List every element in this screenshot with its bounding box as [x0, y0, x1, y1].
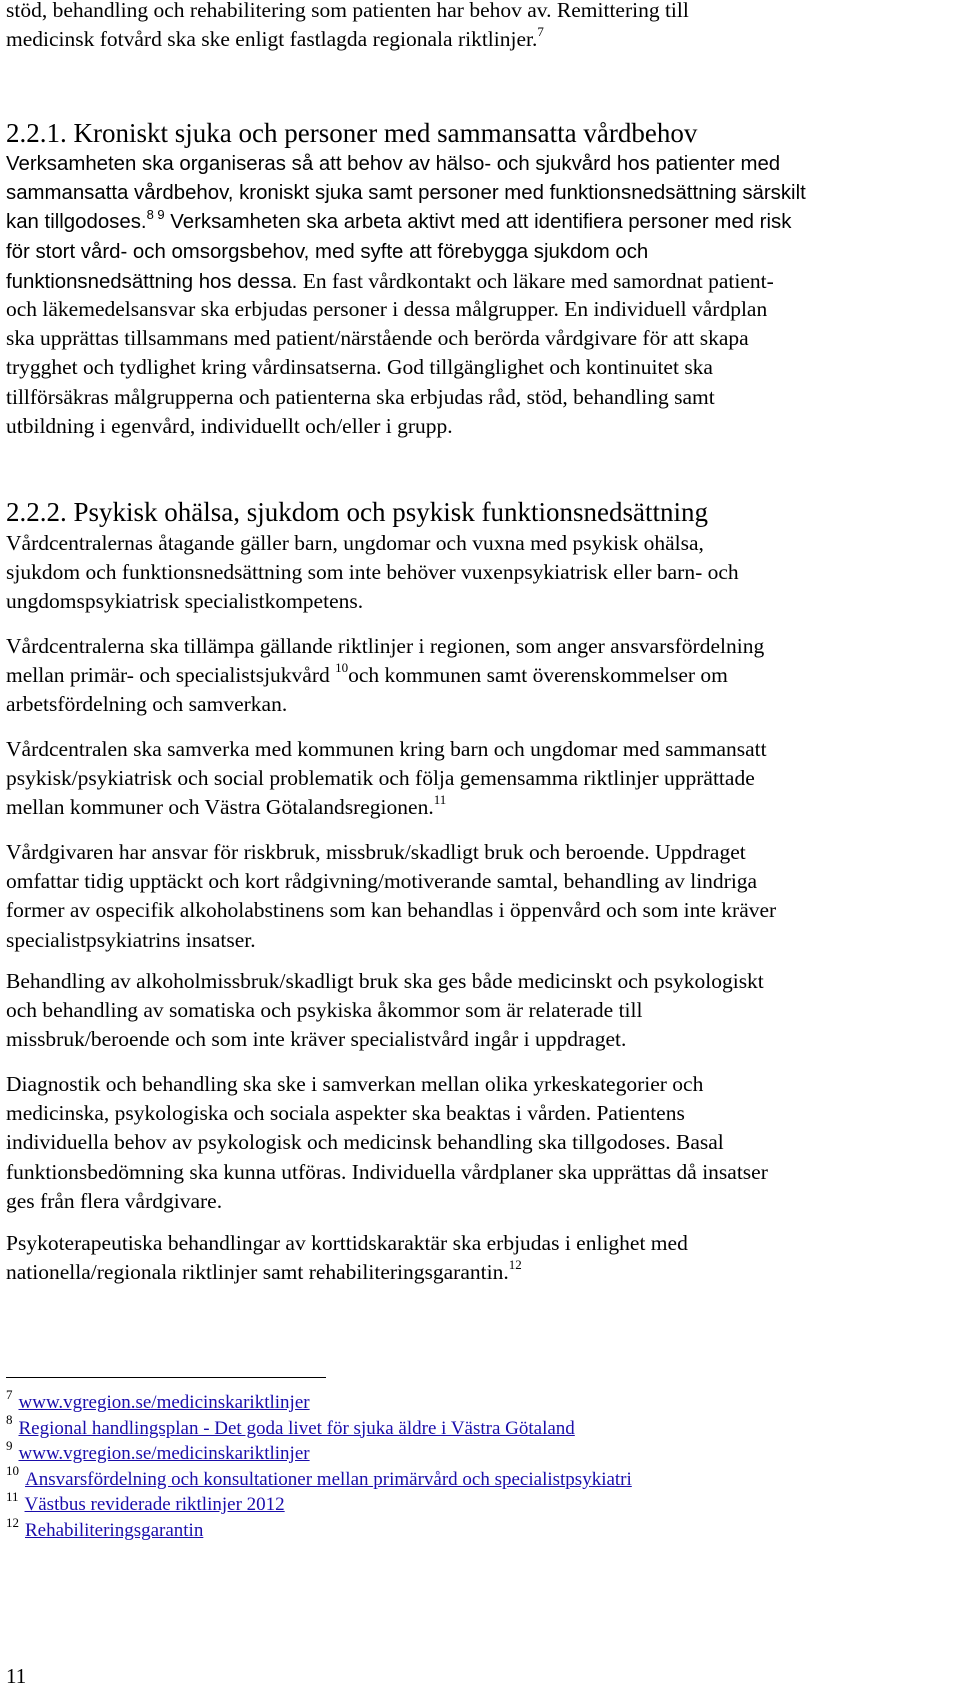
text-line: nationella/regionala riktlinjer samt rehabiliteringsgarantin. — [6, 1260, 509, 1285]
text-line: och behandling av somatiska och psykiska åkommor som är relaterade till — [6, 998, 643, 1023]
text-line: mellan kommuner och Västra Götalandsregionen. — [6, 795, 434, 820]
section-heading: 2.2.1. Kroniskt sjuka och personer med sammansatta vårdbehov — [6, 118, 698, 148]
paragraph — [6, 1229, 688, 1287]
text-line: för stort vård- och omsorgsbehov, med syfte att förebygga sjukdom och — [6, 240, 649, 263]
text-line: sjukdom och funktionsnedsättning som inte behöver vuxenpsykiatrisk eller barn- och — [6, 560, 739, 585]
text-line: trygghet och tydlighet kring vårdinsatserna. — [6, 355, 382, 380]
paragraph — [6, 838, 776, 955]
text-line: individuella behov av psykologisk och medicinsk behandling ska tillgodoses. Basal — [6, 1130, 724, 1155]
footnote-number: 8 — [6, 1412, 13, 1428]
text-line: stöd, behandling och rehabilitering som patienten har behov av. Remittering till — [6, 0, 689, 22]
footnote — [6, 1412, 632, 1442]
text-line: ungdomspsykiatrisk specialistkompetens. — [6, 589, 364, 614]
text-line: former av ospecifik alkoholabstinens som kan behandlas i öppenvård och som inte kräver — [6, 898, 777, 923]
text-line: psykisk/psykiatrisk och social problematik och följa gemensamma riktlinjer upprättade — [6, 766, 755, 791]
top-paragraph — [6, 0, 689, 54]
footnote-number: 12 — [6, 1514, 19, 1530]
text-line: Verksamheten ska organiseras så att behov av hälso- och sjukvård hos patienter med — [6, 153, 781, 175]
footnote-link[interactable]: Regional handlingsplan - Det goda livet för sjuka äldre i Västra Götaland — [18, 1417, 575, 1439]
text-line: Vårdcentralen ska samverka med kommunen kring barn och ungdomar med sammansatt — [6, 737, 767, 761]
text-line: ska upprättas tillsammans med patient/närstående och berörda vårdgivare för att skapa — [6, 326, 749, 351]
footnote-link[interactable]: Rehabiliteringsgarantin — [25, 1519, 204, 1541]
text-line: God tillgänglighet och kontinuitet ska — [381, 355, 713, 380]
footnote-link[interactable]: www.vgregion.se/medicinskariktlinjer — [18, 1392, 310, 1413]
text-line: Vårdcentralernas åtagande gäller barn, ungdomar och vuxna med psykisk ohälsa, — [6, 531, 704, 555]
text-line: omfattar tidig upptäckt och kort rådgivning/motiverande samtal, behandling av lindriga — [6, 869, 758, 894]
text-line: Verksamheten ska arbeta aktivt med att identifiera personer med risk — [164, 211, 792, 234]
section-2-2-1 — [6, 117, 697, 149]
section-2-2-2 — [6, 496, 708, 528]
footnote-ref[interactable]: 11 — [433, 792, 447, 808]
footnote-link[interactable]: Västbus reviderade riktlinjer 2012 — [24, 1494, 285, 1516]
footnote-separator — [6, 1377, 326, 1378]
text-line: funktionsnedsättning hos dessa. — [6, 270, 298, 293]
text-line: kan tillgodoses. — [6, 211, 147, 234]
section-heading: 2.2.2. Psykisk ohälsa, sjukdom och psykisk funktionsnedsättning — [6, 497, 708, 527]
footnote-ref[interactable]: 10 — [335, 660, 349, 676]
text-line: Psykoterapeutiska behandlingar av korttidskaraktär ska erbjudas i enlighet med — [6, 1231, 688, 1255]
footnote-number: 7 — [6, 1386, 13, 1402]
footnote-number: 11 — [6, 1489, 19, 1505]
text-line: sammansatta vårdbehov, kroniskt sjuka samt personer med funktionsnedsättning särskilt — [6, 182, 806, 205]
footnote-link[interactable]: Ansvarsfördelning och konsultationer mellan primärvård och specialistpsykiatri — [25, 1468, 632, 1490]
text-line: medicinska, psykologiska och sociala aspekter ska beaktas i vården. Patientens — [6, 1101, 685, 1126]
paragraph — [6, 735, 767, 823]
paragraph — [6, 529, 739, 617]
footnote — [6, 1489, 632, 1518]
text-line: funktionsbedömning ska kunna utföras. Individuella vårdplaner ska upprättas då insatser — [6, 1159, 768, 1184]
footnote-link[interactable]: www.vgregion.se/medicinskariktlinjer — [18, 1443, 310, 1465]
paragraph — [6, 632, 764, 720]
text-line: Behandling av alkoholmissbruk/skadligt bruk ska ges både medicinskt och psykologiskt — [6, 969, 764, 993]
footnotes — [6, 1386, 632, 1544]
page-number: 11 — [6, 1664, 27, 1688]
footnote-ref[interactable]: 12 — [508, 1257, 522, 1273]
text-line: och kommunen samt överenskommelser om — [348, 663, 728, 688]
footnote — [6, 1437, 632, 1467]
text-line: mellan primär- och specialistsjukvård — [6, 663, 336, 688]
footnote — [6, 1386, 632, 1416]
footnote-number: 10 — [6, 1463, 19, 1479]
text-line: ges från flera vårdgivare. — [6, 1188, 223, 1213]
text-line: tillförsäkras målgrupperna och patienterna ska erbjudas råd, stöd, behandling samt — [6, 384, 715, 409]
text-line: medicinsk fotvård ska ske enligt fastlagda regionala riktlinjer. — [6, 27, 538, 52]
text-line: missbruk/beroende och som inte kräver specialistvård ingår i uppdraget. — [6, 1027, 627, 1052]
footnote-ref[interactable]: 8 9 — [146, 206, 165, 222]
footnote — [6, 1463, 632, 1493]
section-2-2-1-body-cont — [6, 295, 767, 441]
text-line: Vårdcentralerna ska tillämpa gällande riktlinjer i regionen, som anger ansvarsfördelning — [6, 634, 765, 658]
text-line: utbildning i egenvård, individuellt och/eller i grupp. — [6, 413, 453, 438]
text-line: arbetsfördelning och samverkan. — [6, 692, 288, 717]
text-line: specialistpsykiatrins insatser. — [6, 927, 256, 952]
text-line: och läkemedelsansvar ska erbjudas personer i dessa målgrupper. — [6, 297, 559, 321]
footnote-number: 9 — [6, 1437, 13, 1453]
paragraph — [6, 1070, 768, 1216]
text-line: En individuell vårdplan — [558, 297, 768, 321]
section-2-2-1-body — [6, 150, 806, 297]
text-line: Diagnostik och behandling ska ske i samverkan mellan olika yrkeskategorier och — [6, 1072, 704, 1096]
paragraph — [6, 967, 764, 1055]
text-line: Vårdgivaren har ansvar för riskbruk, missbruk/skadligt bruk och beroende. Uppdraget — [6, 840, 746, 864]
footnote-ref[interactable]: 7 — [537, 24, 544, 40]
footnote — [6, 1514, 632, 1544]
text-line: En fast vårdkontakt och läkare med samordnat patient- — [297, 268, 774, 293]
